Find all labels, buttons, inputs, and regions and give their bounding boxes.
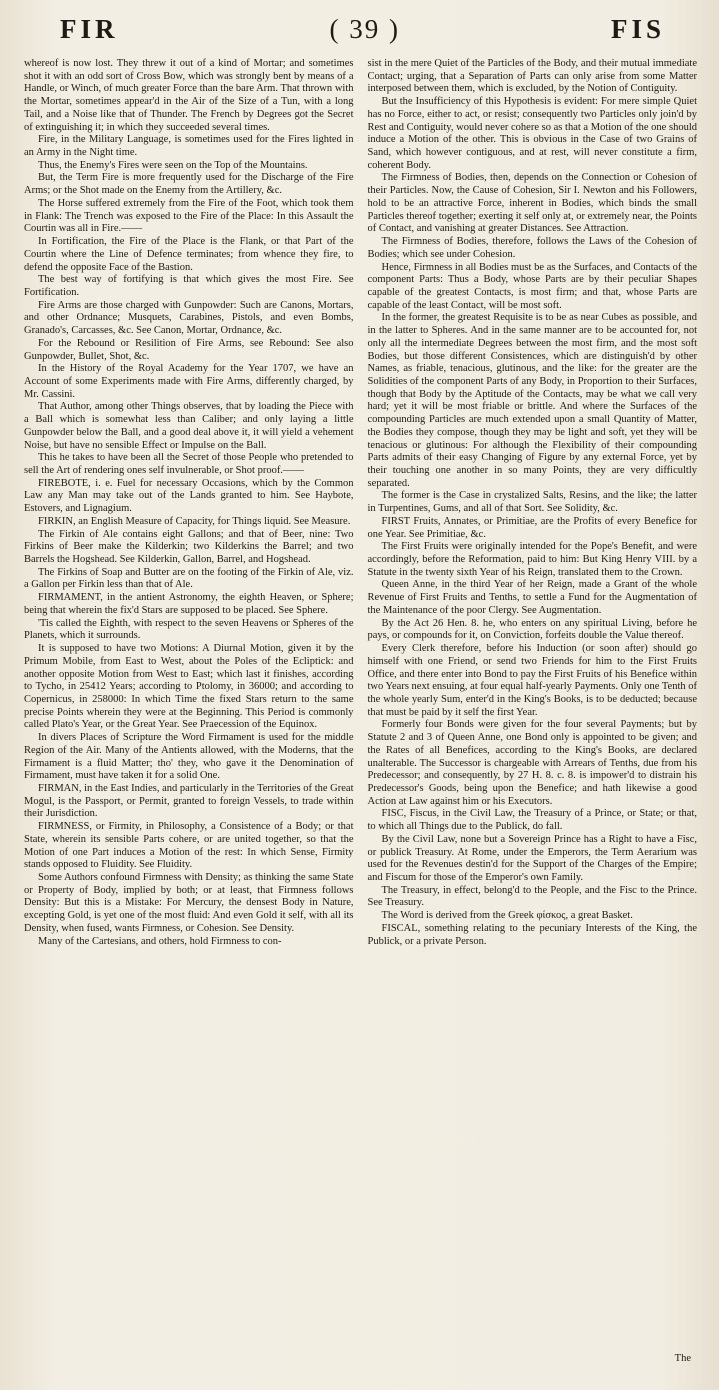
entry-paragraph: In divers Places of Scripture the Word Firmament is used for the middle Region of the Air. Many of the Antients allowed, with the Moderns, that the Firmament is a fluid Matter; tho' they, who gave it the Denomination of Firmament, must have taken it for a solid One. bbox=[24, 732, 354, 782]
entry-paragraph: Many of the Cartesians, and others, hold Firmness to con- bbox=[38, 935, 282, 947]
entry-paragraph: FIRMAMENT, in the antient Astronomy, the eighth Heaven, or Sphere; being that wherein the fix'd Stars are supposed to be placed. See Sphere. bbox=[24, 592, 354, 616]
entry-paragraph: In the former, the greatest Requisite is to be as near Cubes as possible, and in the latter to Spheres. And in the same manner are to be accounted for, not only all the intermediate Degrees between the most firm, and the most soft Bodies, but those different Consistences, which are distinguish'd by other Names, as friable, tenacious, glutinous, and the like: for the greater are the Solidities of the component Parts of any Body, in Proportion to their Surfaces, though that Body by the Aptitude of the Contacts, may be what we call very hard; yet it will be most friable or brittle. And where the Surfaces of the compounding Particles are much extended upon a small Quantity of Matter, the Bodies they compose, though they may be light and soft, yet they will be tenacious or glutinous: For although the Flexibility of their compounding Parts admits of their easy Changing of Figure by any external Force, yet by their touching one another in so many Points, they are very difficultly separated. bbox=[367, 312, 697, 489]
right-headword: FIS bbox=[610, 14, 665, 44]
entry-paragraph: For the Rebound or Resilition of Fire Arms, see Rebound: See also Gunpowder, Bullet, Shot, &c. bbox=[24, 337, 354, 362]
entry-paragraph: The Word is derived from the Greek φίσκος, a great Basket. bbox=[381, 910, 633, 922]
left-column bbox=[24, 58, 354, 1376]
entry-paragraph: The Firmness of Bodies, therefore, follows the Laws of the Cohesion of Bodies; which see under Cohesion. bbox=[367, 236, 697, 260]
entry-paragraph: 'Tis called the Eighth, with respect to the seven Heavens or Spheres of the Planets, which it surrounds. bbox=[24, 617, 354, 642]
entry-paragraph: Formerly four Bonds were given for the four several Payments; but by Statute 2 and 3 of Queen Anne, one Bond only is appointed to be given; and the Rates of all Benefices, according to the King's Books, are declared unalterable. The Successor is chargeable with Arrears of Tenths, due from his Predecessor; and consequently, by 27 H. 8. c. 8. is impower'd to distrain his Predecessor's Goods, being upon the Benefice; and hath likewise a good Action at Law against him or his Executors. bbox=[367, 719, 697, 807]
entry-paragraph: whereof is now lost. They threw it out of a kind of Mortar; and sometimes shot it with an odd sort of Cross Bow, which was strongly bent by means of a Handle, or Winch, of much greater Force than the bare Arm. That thrown with the Mortar, sometimes appear'd in the Air of the Size of a Tun, with a long Tail, and a Noise like that of Thunder. The French by Degrees got the Secret of extinguishing it; in which they succeeded several times. bbox=[24, 58, 354, 133]
entry-paragraph: Queen Anne, in the third Year of her Reign, made a Grant of the whole Revenue of First Fruits and Tenths, to settle a Fund for the Augmentation of the Maintenance of the poor Clergy. See Augmentation. bbox=[367, 579, 697, 616]
entry-paragraph: Some Authors confound Firmness with Density; as thinking the same State or Property of Body, implied by both; or at least, that Firmness follows Density: But this is a Mistake: For Mercury, the densest Body in Nature, excepting Gold, is yet one of the most fluid: And even Gold it self, with all its Density, when fused, wants Firmness, or Cohesion. See Density. bbox=[24, 872, 354, 934]
entry-paragraph: The former is the Case in crystalized Salts, Resins, and the like; the latter in Turpentines, Gums, and all of that Sort. See Solidity, &c. bbox=[367, 490, 697, 515]
entry-paragraph: By the Civil Law, none but a Sovereign Prince has a Right to have a Fisc, or publick Treasury. At Rome, under the Emperors, the Term Aerarium was used for the Revenues destin'd for the Support of the Charges of the Empire; and Fiscum for those of the Emperor's own Family. bbox=[367, 833, 697, 883]
catchword: The bbox=[674, 1353, 691, 1364]
entry-paragraph: The Firmness of Bodies, then, depends on the Connection or Cohesion of their Particles. Now, the Cause of Cohesion, Sir I. Newton and his Followers, hold to be an attractive Force, inherent in Bodies, which binds the small Particles thereof together; exerting it self only at, or extremely near, the Points of Contact, and vanishing at greater Distances. See Attraction. bbox=[367, 172, 697, 235]
entry-paragraph: But, the Term Fire is more frequently used for the Discharge of the Fire Arms; or the Shot made on the Enemy from the Artillery, &c. bbox=[24, 172, 354, 197]
page-number: ( 39 ) bbox=[329, 14, 400, 44]
entry-paragraph: FISCAL, something relating to the pecuniary Interests of the King, the Publick, or a private Person. bbox=[367, 922, 697, 947]
entry-paragraph: Thus, the Enemy's Fires were seen on the Top of the Mountains. bbox=[38, 159, 308, 171]
left-headword: FIR bbox=[60, 14, 119, 44]
entry-paragraph: But the Insufficiency of this Hypothesis is evident: For mere simple Quiet has no Force, either to act, or resist; consequently two Particles only join'd by Rest and Contiguity, would never cohere so as that a Motion of the one should induce a Motion of the other. This is obvious in the Case of two Grains of Sand, which however contiguous, and at rest, will never constitute a firm, coherent Body. bbox=[367, 96, 697, 171]
entry-paragraph: Hence, Firmness in all Bodies must be as the Surfaces, and Contacts of the component Parts: Thus a Body, whose Parts are by their peculiar Shapes capable of the greatest Contacts, is most firm; and that, whose Parts are capable of the least Contact, will be most soft. bbox=[367, 261, 697, 311]
entry-paragraph: That Author, among other Things observes, that by loading the Piece with a Ball which is somewhat less than Caliber; and only laying a little Gunpowder below the Ball, and a good deal above it, it will yield a vehement Noise, but have no sensible Effect or Impulse on the Ball. bbox=[24, 401, 354, 451]
entry-paragraph: In Fortification, the Fire of the Place is the Flank, or that Part of the Courtin where the Line of Defence terminates; from whence they fire, to defend the opposite Face of the Bastion. bbox=[24, 236, 354, 273]
entry-paragraph: FIRMAN, in the East Indies, and particularly in the Territories of the Great Mogul, is the Passport, or Permit, granted to foreign Vessels, to trade within their Jurisdiction. bbox=[24, 782, 354, 820]
entry-paragraph: The Firkins of Soap and Butter are on the footing of the Firkin of Ale, viz. a Gallon per Firkin less than that of Ale. bbox=[24, 566, 354, 591]
entry-paragraph: FISC, Fiscus, in the Civil Law, the Treasury of a Prince, or State; or that, to which all Things due to the Publick, do fall. bbox=[367, 808, 697, 833]
right-column bbox=[368, 58, 698, 1376]
entry-paragraph: By the Act 26 Hen. 8. he, who enters on any spiritual Living, before he pays, or compounds for it, on Conviction, forfeits double the Value thereof. bbox=[367, 617, 697, 642]
entry-paragraph: sist in the mere Quiet of the Particles of the Body, and their mutual immediate Contact; urging, that a Separation of Parts can only arise from some Matter interposed between them, which is excluded, by the Notion of Contiguity. bbox=[367, 58, 697, 95]
entry-paragraph: This he takes to have been all the Secret of those People who pretended to sell the Art of rendering ones self invulnerable, or Shot proof.—— bbox=[24, 452, 354, 476]
entry-paragraph: The Treasury, in effect, belong'd to the People, and the Fisc to the Prince. See Treasury. bbox=[367, 884, 697, 909]
entry-paragraph: FIRST Fruits, Annates, or Primitiae, are the Profits of every Benefice for one Year. See Primitiae, &c. bbox=[367, 515, 697, 540]
entry-paragraph: The First Fruits were originally intended for the Pope's Benefit, and were accordingly, before the Reformation, paid to him: But King Henry VIII. by a Statute in the twenty sixth Year of his Reign, translated them to the Crown. bbox=[367, 541, 697, 578]
entry-paragraph: Fire Arms are those charged with Gunpowder: Such are Canons, Mortars, and other Ordnance; Musquets, Carabines, Pistols, and even Bombs, Granado's, Carcasses, &c. See Canon, Mortar, Ordnance, &c. bbox=[24, 299, 354, 337]
entry-paragraph: The Horse suffered extremely from the Fire of the Foot, which took them in Flank: The Trench was exposed to the Fire of the Place: In this Assault the Courtin was all in Fire.—— bbox=[24, 197, 354, 235]
entry-paragraph: In the History of the Royal Academy for the Year 1707, we have an Account of some Experiments made with Fire Arms, differently charged, by Mr. Cassini. bbox=[24, 363, 354, 400]
entry-paragraph: Every Clerk therefore, before his Induction (or soon after) should go himself with one Friend, or send two Friends for him to the First Fruits Office, and there enter into Bond to pay the First Fruits of his Benefice within two Years next ensuing, at four equal half-yearly Payments. Only one Tenth of the whole yearly Sum, enter'd in the King's Books, is to be deducted; because that must be paid by it self the first Year. bbox=[367, 643, 697, 718]
entry-paragraph: FIRKIN, an English Measure of Capacity, for Things liquid. See Measure. bbox=[38, 515, 351, 527]
text-columns bbox=[24, 58, 697, 1376]
entry-paragraph: FIRMNESS, or Firmity, in Philosophy, a Consistence of a Body; or that State, wherein its sensible Parts cohere, or are united together, so that the Motion of one Part induces a Motion of the rest: In which Sense, Firmity stands opposed to Fluidity. See Fluidity. bbox=[24, 821, 354, 871]
page-header bbox=[24, 14, 697, 58]
entry-paragraph: Fire, in the Military Language, is sometimes used for the Fires lighted in an Army in the Night time. bbox=[24, 134, 354, 159]
entry-paragraph: FIREBOTE, i. e. Fuel for necessary Occasions, which by the Common Law any Man may take out of the Lands granted to him. See Haybote, Estovers, and Lignagium. bbox=[24, 477, 354, 515]
entry-paragraph: The Firkin of Ale contains eight Gallons; and that of Beer, nine: Two Firkins of Beer make the Kilderkin; two Kilderkins the Barrel; and two Barrels the Hogshead. See Kilderkin, Gallon, Barrel, and Hogshead. bbox=[24, 528, 354, 566]
entry-paragraph: It is supposed to have two Motions: A Diurnal Motion, given it by the Primum Mobile, from East to West, about the Poles of the Ecliptick: and another opposite Motion from West to East; which last it finishes, according to Tycho, in 25412 Years; according to Ptolomy, in 36000; and according to Copernicus, in 258000: In which Time the fixed Stars return to the same precise Points wherein they were at the Beginning. This Period is commonly called Plato's Year, or the Great Year. See Praecession of the Equinox. bbox=[24, 643, 354, 731]
entry-paragraph: The best way of fortifying is that which gives the most Fire. See Fortification. bbox=[24, 274, 354, 298]
